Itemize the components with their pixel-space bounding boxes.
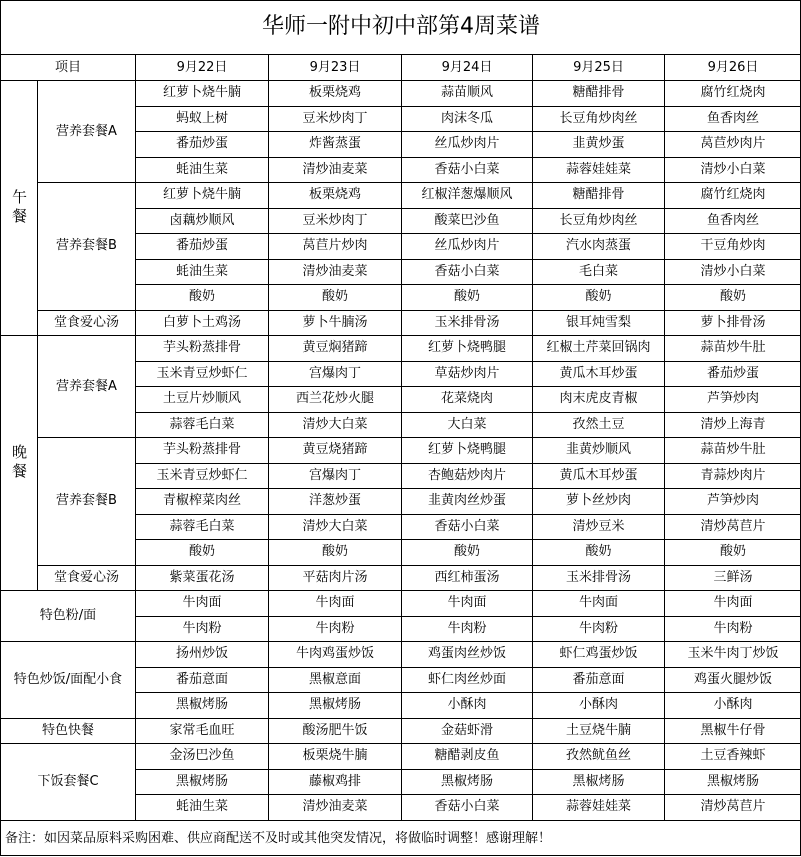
group-label: 营养套餐B xyxy=(38,183,136,311)
dish-cell: 黑椒烤肠 xyxy=(269,693,402,719)
dish-cell: 肉末虎皮青椒 xyxy=(533,387,665,413)
dish-cell: 牛肉粉 xyxy=(665,617,801,643)
date-header: 9月25日 xyxy=(533,55,665,81)
dish-cell: 黄豆焖猪蹄 xyxy=(269,336,402,362)
dish-cell: 芦笋炒肉 xyxy=(665,489,801,515)
dish-cell: 长豆角炒肉丝 xyxy=(533,209,665,235)
dish-cell: 红萝卜烧鸭腿 xyxy=(402,438,533,464)
dish-cell: 酸奶 xyxy=(533,540,665,566)
dish-cell: 洋葱炒蛋 xyxy=(269,489,402,515)
dish-cell: 牛肉粉 xyxy=(136,617,269,643)
dish-cell: 板栗烧牛腩 xyxy=(269,744,402,770)
dish-cell: 青蒜炒肉片 xyxy=(665,464,801,490)
dish-cell: 豆米炒肉丁 xyxy=(269,107,402,133)
dish-cell: 番茄炒蛋 xyxy=(136,132,269,158)
dish-cell: 牛肉粉 xyxy=(269,617,402,643)
dish-cell: 清炒大白菜 xyxy=(269,515,402,541)
dish-cell: 蒜蓉毛白菜 xyxy=(136,413,269,439)
page-title: 华师一附中初中部第4周菜谱 xyxy=(1,1,801,55)
dish-cell: 土豆香辣虾 xyxy=(665,744,801,770)
dish-cell: 萝卜排骨汤 xyxy=(665,311,801,337)
dish-cell: 板栗烧鸡 xyxy=(269,183,402,209)
dish-cell: 韭黄炒蛋 xyxy=(533,132,665,158)
dish-cell: 豆米炒肉丁 xyxy=(269,209,402,235)
dish-cell: 酸奶 xyxy=(136,285,269,311)
dish-cell: 香菇小白菜 xyxy=(402,515,533,541)
dish-cell: 牛肉面 xyxy=(269,591,402,617)
dish-cell: 清炒上海青 xyxy=(665,413,801,439)
dish-cell: 酸汤肥牛饭 xyxy=(269,719,402,745)
dish-cell: 牛肉粉 xyxy=(402,617,533,643)
dish-cell: 酸奶 xyxy=(402,285,533,311)
dish-cell: 玉米青豆炒虾仁 xyxy=(136,362,269,388)
dish-cell: 小酥肉 xyxy=(533,693,665,719)
dish-cell: 清炒油麦菜 xyxy=(269,158,402,184)
dish-cell: 黑椒烤肠 xyxy=(665,770,801,796)
dish-cell: 酸奶 xyxy=(269,285,402,311)
dish-cell: 平菇肉片汤 xyxy=(269,566,402,592)
dish-cell: 黑椒烤肠 xyxy=(402,770,533,796)
dish-cell: 香菇小白菜 xyxy=(402,260,533,286)
dish-cell: 玉米青豆炒虾仁 xyxy=(136,464,269,490)
dish-cell: 糖醋剥皮鱼 xyxy=(402,744,533,770)
dish-cell: 金菇虾滑 xyxy=(402,719,533,745)
dish-cell: 酸奶 xyxy=(402,540,533,566)
dish-cell: 酸奶 xyxy=(136,540,269,566)
category-label: 特色快餐 xyxy=(1,719,136,745)
group-label: 堂食爱心汤 xyxy=(38,566,136,592)
dish-cell: 番茄意面 xyxy=(136,668,269,694)
dish-cell: 土豆片炒顺风 xyxy=(136,387,269,413)
dish-cell: 青椒榨菜肉丝 xyxy=(136,489,269,515)
dish-cell: 藤椒鸡排 xyxy=(269,770,402,796)
dish-cell: 玉米排骨汤 xyxy=(533,566,665,592)
dish-cell: 酸奶 xyxy=(665,540,801,566)
category-label: 特色粉/面 xyxy=(1,591,136,642)
dish-cell: 清炒油麦菜 xyxy=(269,260,402,286)
dish-cell: 芋头粉蒸排骨 xyxy=(136,438,269,464)
dish-cell: 酸奶 xyxy=(533,285,665,311)
dish-cell: 牛肉面 xyxy=(136,591,269,617)
dish-cell: 黑椒牛仔骨 xyxy=(665,719,801,745)
dish-cell: 蒜蓉娃娃菜 xyxy=(533,158,665,184)
dish-cell: 银耳炖雪梨 xyxy=(533,311,665,337)
dish-cell: 干豆角炒肉 xyxy=(665,234,801,260)
dish-cell: 蒜蓉娃娃菜 xyxy=(533,795,665,821)
meal-label: 晚餐 xyxy=(1,336,38,591)
dish-cell: 肉沫冬瓜 xyxy=(402,107,533,133)
dish-cell: 牛肉鸡蛋炒饭 xyxy=(269,642,402,668)
dish-cell: 酸奶 xyxy=(665,285,801,311)
dish-cell: 西红柿蛋汤 xyxy=(402,566,533,592)
dish-cell: 腐竹红烧肉 xyxy=(665,183,801,209)
dish-cell: 杏鲍菇炒肉片 xyxy=(402,464,533,490)
dish-cell: 糖醋排骨 xyxy=(533,81,665,107)
dish-cell: 白萝卜土鸡汤 xyxy=(136,311,269,337)
dish-cell: 大白菜 xyxy=(402,413,533,439)
dish-cell: 番茄意面 xyxy=(533,668,665,694)
dish-cell: 草菇炒肉片 xyxy=(402,362,533,388)
dish-cell: 虾仁鸡蛋炒饭 xyxy=(533,642,665,668)
dish-cell: 板栗烧鸡 xyxy=(269,81,402,107)
group-label: 营养套餐A xyxy=(38,81,136,183)
dish-cell: 红萝卜烧鸭腿 xyxy=(402,336,533,362)
dish-cell: 牛肉粉 xyxy=(533,617,665,643)
dish-cell: 丝瓜炒肉片 xyxy=(402,132,533,158)
date-header: 9月24日 xyxy=(402,55,533,81)
dish-cell: 韭黄炒顺风 xyxy=(533,438,665,464)
date-header: 9月26日 xyxy=(665,55,801,81)
dish-cell: 清炒油麦菜 xyxy=(269,795,402,821)
dish-cell: 蚝油生菜 xyxy=(136,795,269,821)
dish-cell: 芋头粉蒸排骨 xyxy=(136,336,269,362)
dish-cell: 玉米排骨汤 xyxy=(402,311,533,337)
dish-cell: 牛肉面 xyxy=(665,591,801,617)
dish-cell: 炸酱蒸蛋 xyxy=(269,132,402,158)
dish-cell: 红椒洋葱爆顺风 xyxy=(402,183,533,209)
dish-cell: 鱼香肉丝 xyxy=(665,107,801,133)
dish-cell: 小酥肉 xyxy=(402,693,533,719)
date-header: 9月23日 xyxy=(269,55,402,81)
date-header: 9月22日 xyxy=(136,55,269,81)
dish-cell: 香菇小白菜 xyxy=(402,795,533,821)
dish-cell: 红萝卜烧牛腩 xyxy=(136,183,269,209)
dish-cell: 家常毛血旺 xyxy=(136,719,269,745)
dish-cell: 扬州炒饭 xyxy=(136,642,269,668)
dish-cell: 清炒小白菜 xyxy=(665,158,801,184)
meal-label: 午餐 xyxy=(1,81,38,336)
dish-cell: 萝卜牛腩汤 xyxy=(269,311,402,337)
dish-cell: 红萝卜烧牛腩 xyxy=(136,81,269,107)
dish-cell: 宫爆肉丁 xyxy=(269,362,402,388)
dish-cell: 酸奶 xyxy=(269,540,402,566)
item-header: 项目 xyxy=(1,55,136,81)
dish-cell: 花菜烧肉 xyxy=(402,387,533,413)
dish-cell: 清炒莴苣片 xyxy=(665,795,801,821)
dish-cell: 鸡蛋火腿炒饭 xyxy=(665,668,801,694)
dish-cell: 孜然土豆 xyxy=(533,413,665,439)
dish-cell: 蚝油生菜 xyxy=(136,158,269,184)
dish-cell: 莴苣炒肉片 xyxy=(665,132,801,158)
category-label: 特色炒饭/面配小食 xyxy=(1,642,136,719)
dish-cell: 莴苣片炒肉 xyxy=(269,234,402,260)
dish-cell: 酸菜巴沙鱼 xyxy=(402,209,533,235)
dish-cell: 蒜苗炒牛肚 xyxy=(665,438,801,464)
dish-cell: 孜然鱿鱼丝 xyxy=(533,744,665,770)
dish-cell: 清炒莴苣片 xyxy=(665,515,801,541)
dish-cell: 汽水肉蒸蛋 xyxy=(533,234,665,260)
dish-cell: 黑椒烤肠 xyxy=(533,770,665,796)
dish-cell: 黑椒烤肠 xyxy=(136,693,269,719)
dish-cell: 香菇小白菜 xyxy=(402,158,533,184)
dish-cell: 黑椒烤肠 xyxy=(136,770,269,796)
dish-cell: 玉米牛肉丁炒饭 xyxy=(665,642,801,668)
dish-cell: 紫菜蛋花汤 xyxy=(136,566,269,592)
dish-cell: 蒜蓉毛白菜 xyxy=(136,515,269,541)
dish-cell: 番茄炒蛋 xyxy=(665,362,801,388)
dish-cell: 土豆烧牛腩 xyxy=(533,719,665,745)
dish-cell: 牛肉面 xyxy=(402,591,533,617)
dish-cell: 韭黄肉丝炒蛋 xyxy=(402,489,533,515)
dish-cell: 黄瓜木耳炒蛋 xyxy=(533,362,665,388)
footnote: 备注：如因菜品原料采购困难、供应商配送不及时或其他突发情况，将做临时调整！感谢理解！ xyxy=(1,821,801,857)
dish-cell: 虾仁肉丝炒面 xyxy=(402,668,533,694)
group-label: 营养套餐B xyxy=(38,438,136,566)
dish-cell: 鱼香肉丝 xyxy=(665,209,801,235)
dish-cell: 萝卜丝炒肉 xyxy=(533,489,665,515)
dish-cell: 西兰花炒火腿 xyxy=(269,387,402,413)
dish-cell: 蒜苗顺风 xyxy=(402,81,533,107)
dish-cell: 蚂蚁上树 xyxy=(136,107,269,133)
dish-cell: 番茄炒蛋 xyxy=(136,234,269,260)
category-label: 下饭套餐C xyxy=(1,744,136,821)
dish-cell: 毛白菜 xyxy=(533,260,665,286)
dish-cell: 黑椒意面 xyxy=(269,668,402,694)
dish-cell: 金汤巴沙鱼 xyxy=(136,744,269,770)
dish-cell: 清炒大白菜 xyxy=(269,413,402,439)
dish-cell: 糖醋排骨 xyxy=(533,183,665,209)
dish-cell: 黄豆烧猪蹄 xyxy=(269,438,402,464)
dish-cell: 小酥肉 xyxy=(665,693,801,719)
group-label: 堂食爱心汤 xyxy=(38,311,136,337)
dish-cell: 清炒小白菜 xyxy=(665,260,801,286)
dish-cell: 牛肉面 xyxy=(533,591,665,617)
dish-cell: 腐竹红烧肉 xyxy=(665,81,801,107)
dish-cell: 黄瓜木耳炒蛋 xyxy=(533,464,665,490)
dish-cell: 鸡蛋肉丝炒饭 xyxy=(402,642,533,668)
dish-cell: 长豆角炒肉丝 xyxy=(533,107,665,133)
dish-cell: 宫爆肉丁 xyxy=(269,464,402,490)
group-label: 营养套餐A xyxy=(38,336,136,438)
dish-cell: 蚝油生菜 xyxy=(136,260,269,286)
dish-cell: 三鲜汤 xyxy=(665,566,801,592)
dish-cell: 清炒豆米 xyxy=(533,515,665,541)
dish-cell: 卤藕炒顺风 xyxy=(136,209,269,235)
dish-cell: 丝瓜炒肉片 xyxy=(402,234,533,260)
dish-cell: 芦笋炒肉 xyxy=(665,387,801,413)
dish-cell: 蒜苗炒牛肚 xyxy=(665,336,801,362)
dish-cell: 红椒土芹菜回锅肉 xyxy=(533,336,665,362)
